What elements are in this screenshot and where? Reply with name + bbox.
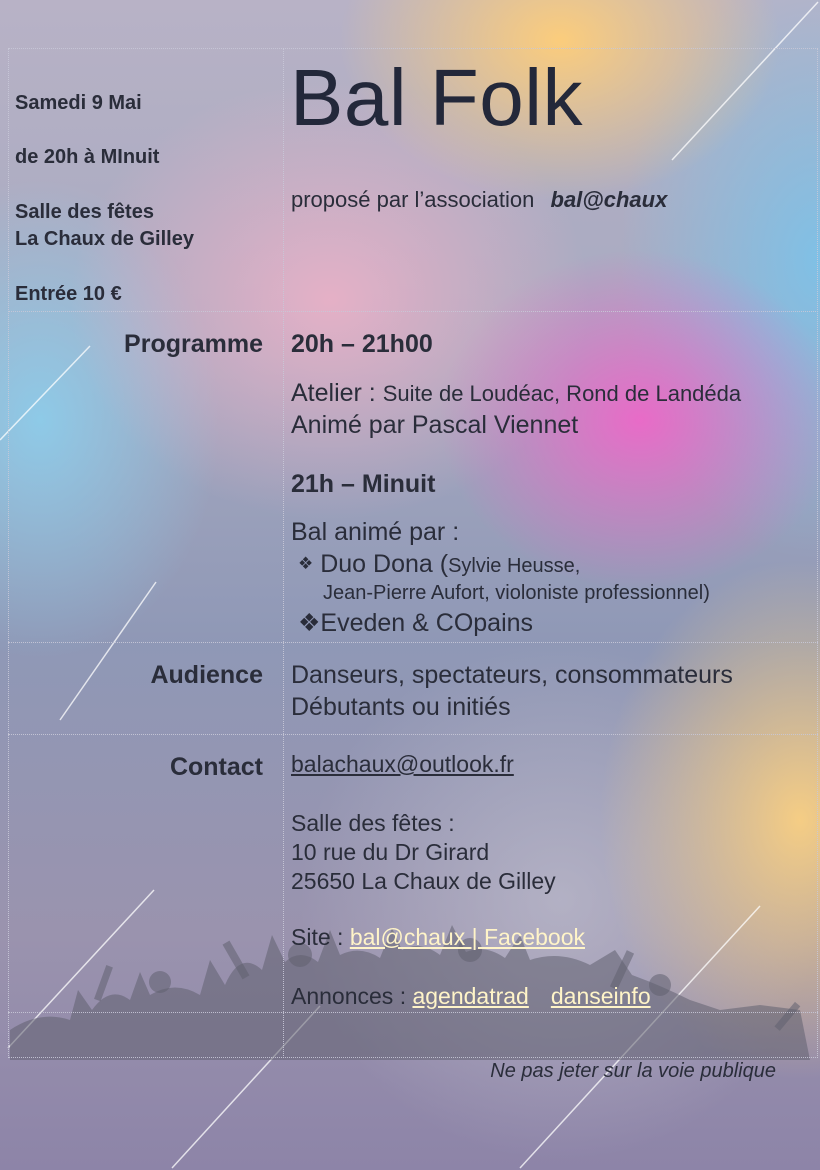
event-price: Entrée 10 € [15, 283, 122, 305]
table-border [8, 311, 818, 312]
band2-name: Eveden & COpains [320, 609, 534, 637]
event-venue-line1: Salle des fêtes [15, 201, 154, 223]
announce-link-danseinfo[interactable]: danseinfo [550, 983, 651, 1009]
site-link[interactable]: bal@chaux | Facebook [349, 924, 585, 950]
table-border [8, 734, 818, 735]
event-venue-line2: La Chaux de Gilley [15, 228, 194, 250]
band1-name: Duo Dona ( [320, 550, 449, 578]
bullet-icon: ❖ [298, 609, 321, 637]
audience-label: Audience [150, 661, 263, 689]
table-border [8, 642, 818, 643]
table-border [8, 48, 818, 49]
table-border [8, 1057, 818, 1058]
footer-note: Ne pas jeter sur la voie publique [490, 1060, 776, 1082]
workshop-dances: Suite de Loudéac, Rond de Landéda [382, 381, 742, 406]
table-border [817, 48, 818, 1058]
event-time: de 20h à MInuit [15, 146, 160, 168]
site-prefix: Site : [291, 924, 350, 950]
address-line3: 25650 La Chaux de Gilley [291, 868, 556, 894]
band2-line [298, 608, 533, 638]
slot1-time: 20h – 21h00 [291, 330, 433, 358]
band1-line [298, 550, 580, 579]
audience-line2: Débutants ou initiés [291, 693, 511, 721]
light-streak [60, 582, 156, 720]
address-line1: Salle des fêtes : [291, 810, 455, 836]
address-line2: 10 rue du Dr Girard [291, 839, 490, 865]
workshop-prefix: Atelier : [291, 379, 383, 407]
page-title: Bal Folk [290, 53, 583, 142]
announce-link-agendatrad[interactable]: agendatrad [412, 983, 529, 1009]
workshop-host: Animé par Pascal Viennet [291, 411, 579, 439]
audience-line1: Danseurs, spectateurs, consommateurs [291, 661, 733, 689]
bal-intro: Bal animé par : [291, 518, 460, 546]
light-streak [672, 2, 818, 160]
workshop-line [291, 379, 741, 408]
band1-members-line1: Sylvie Heusse, [448, 555, 581, 577]
event-date: Samedi 9 Mai [15, 92, 142, 114]
bullet-icon: ❖ [298, 554, 314, 573]
announce-line [291, 983, 651, 1010]
programme-label: Programme [124, 330, 263, 358]
organizer-prefix: proposé par l’association [291, 187, 535, 212]
contact-label: Contact [169, 753, 263, 781]
light-streak [0, 346, 90, 440]
organizer-name: bal@chaux [550, 187, 668, 212]
site-line [291, 924, 585, 951]
table-border [283, 48, 284, 1058]
slot2-time: 21h – Minuit [291, 470, 436, 498]
contact-email-link[interactable]: balachaux@outlook.fr [291, 751, 514, 777]
announce-prefix: Annonces : [291, 983, 413, 1009]
organizer-line [291, 187, 667, 213]
band1-members-line2: Jean-Pierre Aufort, violoniste professionnel) [323, 582, 710, 604]
table-border [8, 48, 9, 1058]
table-border [8, 1012, 818, 1013]
